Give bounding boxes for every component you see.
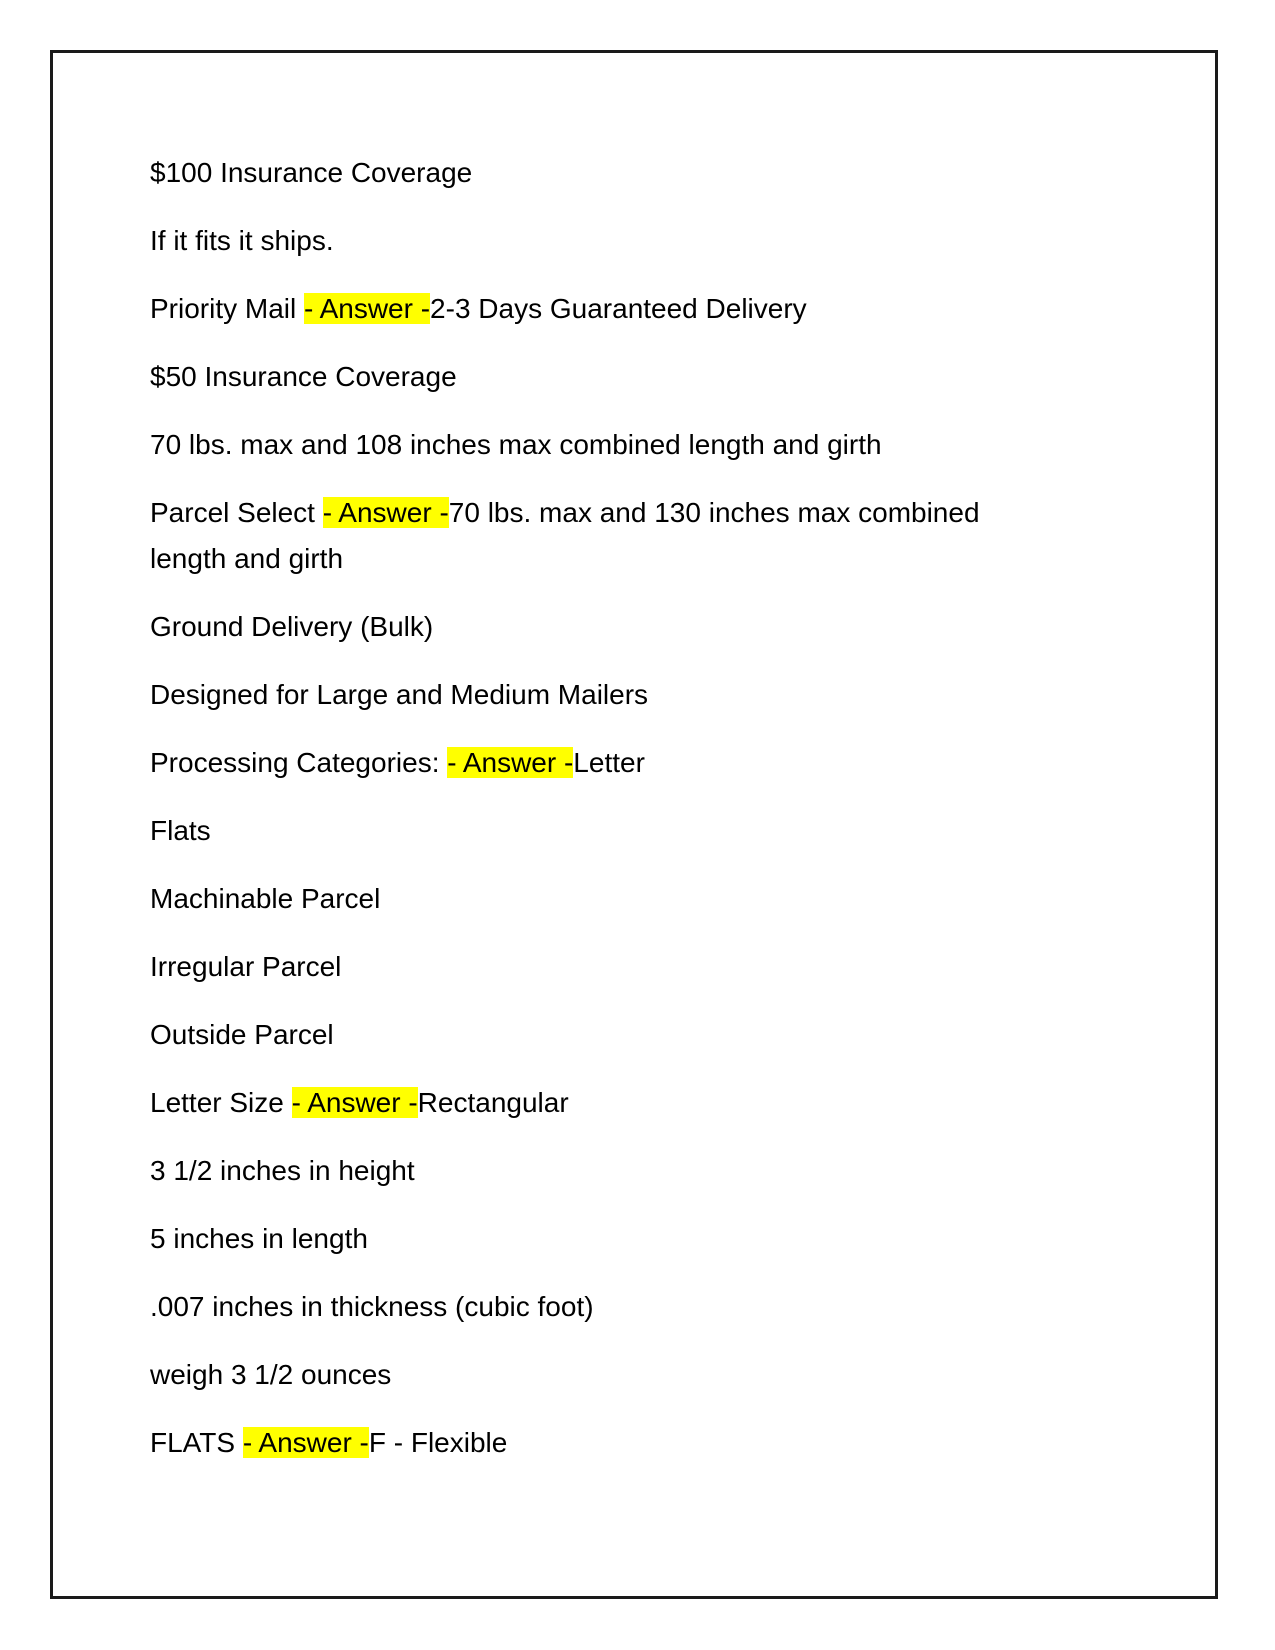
text-line: Outside Parcel (150, 1019, 334, 1050)
answer-highlight: - Answer - (242, 1427, 369, 1458)
text-line: Flats (150, 815, 211, 846)
answer-highlight: - Answer - (322, 497, 449, 528)
qa-line: Letter Size - Answer -Rectangular (150, 1087, 569, 1118)
text-line: Ground Delivery (Bulk) (150, 611, 434, 642)
document-body (150, 150, 1050, 1488)
text-line: Irregular Parcel (150, 951, 342, 982)
answer-highlight: - Answer - (291, 1087, 418, 1118)
text-line: Machinable Parcel (150, 883, 381, 914)
text-line: If it fits it ships. (150, 225, 334, 256)
answer-highlight: - Answer - (447, 747, 574, 778)
text-line: weigh 3 1/2 ounces (150, 1359, 392, 1390)
text-line: .007 inches in thickness (cubic foot) (150, 1291, 594, 1322)
text-line: 70 lbs. max and 108 inches max combined length and girth (150, 429, 882, 460)
qa-line: Priority Mail - Answer -2-3 Days Guaranteed Delivery (150, 293, 807, 324)
text-line: Designed for Large and Medium Mailers (150, 679, 649, 710)
text-line: 5 inches in length (150, 1223, 368, 1254)
text-line: $100 Insurance Coverage (150, 157, 473, 188)
qa-line: Parcel Select - Answer -70 lbs. max and 130 inches max combined length and girth (150, 497, 980, 574)
text-line: $50 Insurance Coverage (150, 361, 457, 392)
qa-line: Processing Categories: - Answer -Letter (150, 747, 645, 778)
qa-line: FLATS - Answer -F - Flexible (150, 1427, 508, 1458)
answer-highlight: - Answer - (304, 293, 431, 324)
text-line: 3 1/2 inches in height (150, 1155, 415, 1186)
